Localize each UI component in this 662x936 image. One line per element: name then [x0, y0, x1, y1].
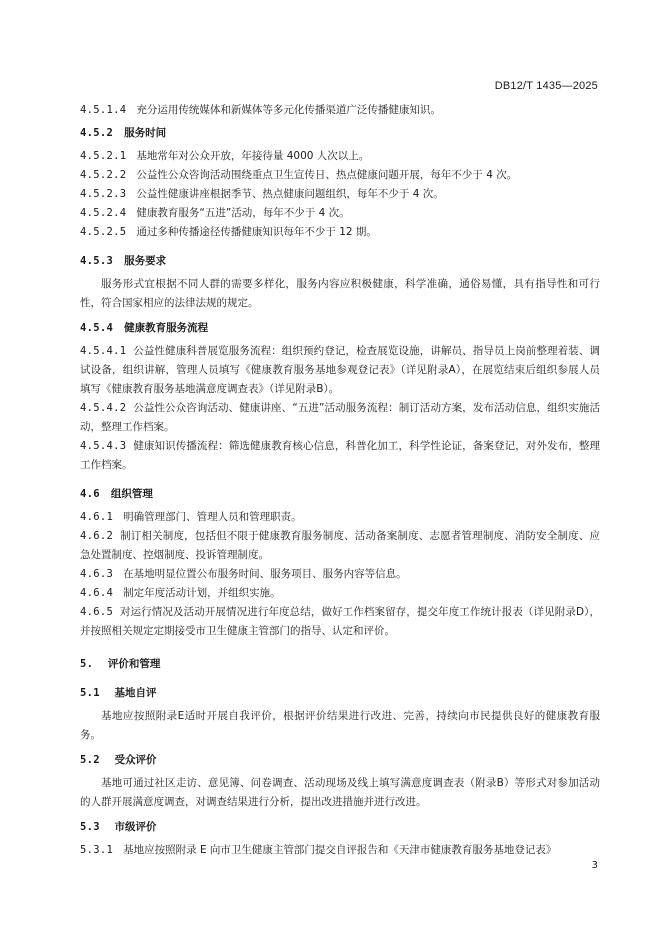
page-number: 3 — [591, 860, 598, 871]
clause-4-6-1 — [80, 508, 600, 527]
clause-text: 通过多种传播途径传播健康知识每年不少于 12 期。 — [136, 226, 377, 238]
clause-4-5-1-4 — [80, 101, 600, 120]
clause-text: 明确管理部门、管理人员和管理职责。 — [123, 511, 302, 523]
clause-4-6-2 — [80, 527, 600, 565]
clause-text: 在基地明显位置公布服务时间、服务项目、服务内容等信息。 — [123, 568, 407, 580]
clause-number: 4.5.4.1 — [80, 345, 127, 357]
clause-number: 4.5.2.1 — [80, 150, 127, 162]
document-code: DB12/T 1435—2025 — [494, 80, 598, 92]
heading-5-1 — [80, 684, 600, 703]
heading-title: 服务要求 — [124, 255, 167, 267]
clause-4-5-4-1 — [80, 342, 600, 399]
clause-number: 4.6.5 — [80, 606, 114, 618]
clause-number: 4.5.2.2 — [80, 169, 127, 181]
clause-text: 公益性公众咨询活动、健康讲座、“五进”活动服务流程：制订活动方案，发布活动信息，组织实施活动，整理工作档案。 — [80, 402, 600, 433]
clause-4-5-4-3 — [80, 437, 600, 475]
clause-number: 4.5.2.5 — [80, 226, 127, 238]
heading-5 — [80, 655, 600, 674]
clause-text: 基地应按照附录 E 向市卫生健康主管部门提交自评报告和《天津市健康教育服务基地登记表》 — [123, 844, 557, 856]
clause-text: 基地常年对公众开放，年接待量 4000 人次以上。 — [136, 150, 370, 162]
heading-number: 5.2 — [80, 754, 100, 766]
heading-title: 服务时间 — [124, 127, 167, 139]
clause-text: 健康知识传播流程：筛选健康教育核心信息，科普化加工，科学性论证，备案登记，对外发布，整理工作档案。 — [80, 440, 600, 471]
clause-text: 对运行情况及活动开展情况进行年度总结，做好工作档案留存，提交年度工作统计报表（详见附录D），并按照相关规定定期接受市卫生健康主管部门的指导、认定和评价。 — [80, 606, 600, 637]
clause-number: 4.5.4.3 — [80, 440, 127, 452]
clause-4-5-2-3 — [80, 185, 600, 204]
clause-4-5-2-4 — [80, 204, 600, 223]
clause-4-5-2-2 — [80, 166, 600, 185]
heading-number: 4.5.4 — [80, 322, 114, 334]
clause-number: 4.5.2.3 — [80, 188, 127, 200]
heading-number: 5.1 — [80, 687, 100, 699]
heading-5-2 — [80, 751, 600, 770]
clause-text: 公益性健康科普展览服务流程：组织预约登记，检查展览设施，讲解员、指导员上岗前整理着装、调试设备，组织讲解，管理人员填写《健康教育服务基地参观登记表》（详见附录A），在展览结束后组织参展人员填写《健康教育服务基地满意度调查表》（详见附录B）。 — [80, 345, 600, 395]
heading-title: 基地自评 — [114, 687, 157, 699]
clause-4-5-4-2 — [80, 399, 600, 437]
heading-title: 健康教育服务流程 — [124, 322, 209, 334]
paragraph-service-requirements: 服务形式宜根据不同人群的需要多样化，服务内容应积极健康，科学准确，通俗易懂，具有指导性和可行性，符合国家相应的法律法规的规定。 — [80, 278, 600, 309]
clause-number: 4.5.1.4 — [80, 104, 127, 116]
heading-4-5-4 — [80, 319, 600, 338]
clause-number: 4.6.3 — [80, 568, 114, 580]
clause-4-5-2-5 — [80, 223, 600, 242]
heading-title: 受众评价 — [114, 754, 157, 766]
clause-4-6-4 — [80, 584, 600, 603]
heading-4-5-2 — [80, 124, 600, 143]
clause-4-6-3 — [80, 565, 600, 584]
heading-number: 4.5.2 — [80, 127, 114, 139]
document-body — [80, 101, 600, 860]
paragraph-audience-evaluation: 基地可通过社区走访、意见簿、问卷调查、活动现场及线上填写满意度调查表（附录B）等形式对参加活动的人群开展满意度调查，对调查结果进行分析，提出改进措施并进行改进。 — [80, 777, 600, 808]
heading-title: 组织管理 — [110, 488, 153, 500]
heading-4-6 — [80, 485, 600, 504]
clause-text: 制订相关制度，包括但不限于健康教育服务制度、活动备案制度、志愿者管理制度、消防安全制度、应急处置制度、控烟制度、投诉管理制度。 — [80, 530, 600, 561]
clause-text: 充分运用传统媒体和新媒体等多元化传播渠道广泛传播健康知识。 — [136, 104, 441, 116]
clause-number: 4.6.4 — [80, 587, 114, 599]
heading-title: 市级评价 — [114, 821, 157, 833]
heading-title: 评价和管理 — [107, 658, 161, 670]
heading-4-5-3 — [80, 252, 600, 271]
clause-4-6-5 — [80, 603, 600, 641]
clause-4-5-2-1 — [80, 147, 600, 166]
clause-5-3-1 — [80, 841, 600, 860]
heading-number: 4.6 — [80, 488, 100, 500]
clause-number: 4.5.4.2 — [80, 402, 127, 414]
heading-5-3 — [80, 818, 600, 837]
clause-text: 公益性健康讲座根据季节、热点健康问题组织，每年不少于 4 次。 — [136, 188, 444, 200]
heading-number: 5. — [80, 658, 94, 670]
clause-number: 4.6.1 — [80, 511, 114, 523]
clause-text: 健康教育服务“五进”活动，每年不少于 4 次。 — [136, 207, 350, 219]
heading-number: 5.3 — [80, 821, 100, 833]
clause-number: 4.5.2.4 — [80, 207, 127, 219]
clause-text: 制定年度活动计划，并组织实施。 — [123, 587, 281, 599]
heading-number: 4.5.3 — [80, 255, 114, 267]
clause-number: 4.6.2 — [80, 530, 114, 542]
clause-number: 5.3.1 — [80, 844, 114, 856]
clause-text: 公益性公众咨询活动围绕重点卫生宣传日、热点健康问题开展，每年不少于 4 次。 — [136, 169, 518, 181]
paragraph-self-evaluation: 基地应按照附录E适时开展自我评价，根据评价结果进行改进、完善，持续向市民提供良好的健康教育服务。 — [80, 710, 600, 741]
